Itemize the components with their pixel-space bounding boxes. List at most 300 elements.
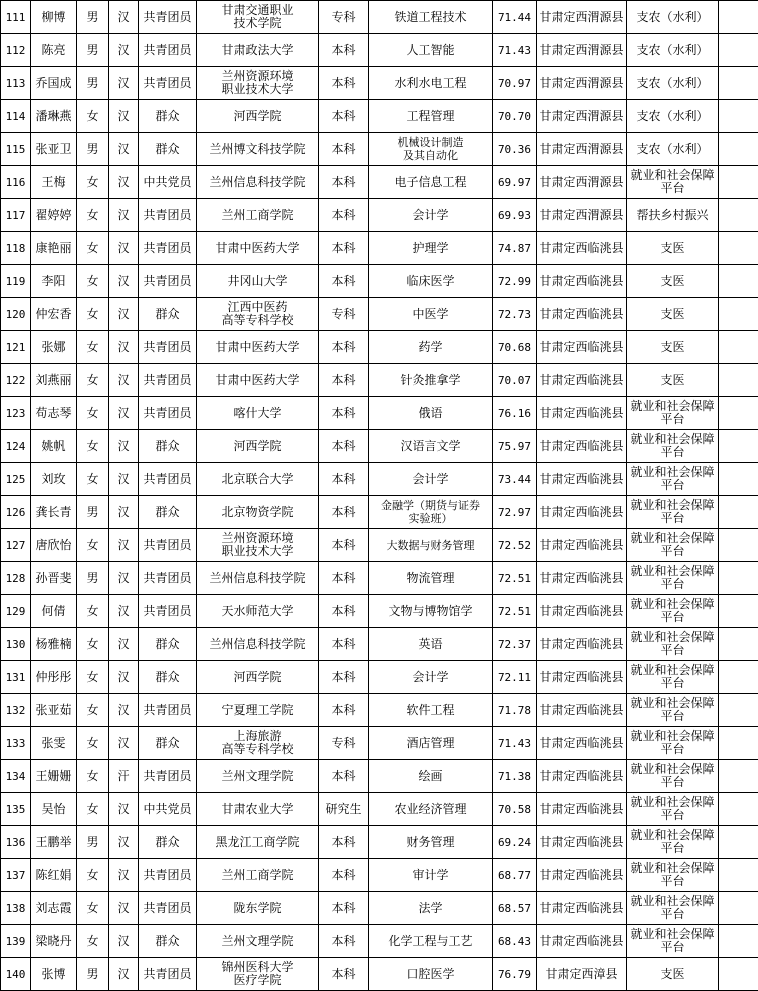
- table-row: [1, 397, 758, 430]
- row-number: 122: [1, 364, 31, 397]
- school-cell: 北京联合大学: [197, 463, 319, 496]
- school-cell: 上海旅游 高等专科学校: [197, 727, 319, 760]
- score-cell: 75.97: [493, 430, 537, 463]
- ethnicity-cell: 汉: [109, 925, 139, 958]
- score-cell: 72.37: [493, 628, 537, 661]
- degree-cell: 本科: [319, 529, 369, 562]
- name-cell: 张亚茹: [31, 694, 77, 727]
- service-post-cell: 支农（水利）: [627, 34, 719, 67]
- service-location-cell: 甘肃定西渭源县: [537, 34, 627, 67]
- empty-cell: [719, 397, 758, 430]
- political-status-cell: 群众: [139, 298, 197, 331]
- school-cell: 甘肃中医药大学: [197, 331, 319, 364]
- row-number: 123: [1, 397, 31, 430]
- empty-cell: [719, 463, 758, 496]
- degree-cell: 本科: [319, 958, 369, 991]
- service-location-cell: 甘肃定西临洮县: [537, 265, 627, 298]
- name-cell: 孙晋斐: [31, 562, 77, 595]
- gender-cell: 男: [77, 1, 109, 34]
- row-number: 121: [1, 331, 31, 364]
- gender-cell: 女: [77, 529, 109, 562]
- service-post-cell: 支医: [627, 364, 719, 397]
- empty-cell: [719, 430, 758, 463]
- school-cell: 天水师范大学: [197, 595, 319, 628]
- ethnicity-cell: 汉: [109, 826, 139, 859]
- major-cell: 口腔医学: [369, 958, 493, 991]
- school-cell: 黑龙江工商学院: [197, 826, 319, 859]
- political-status-cell: 共青团员: [139, 232, 197, 265]
- score-cell: 72.11: [493, 661, 537, 694]
- name-cell: 刘玫: [31, 463, 77, 496]
- score-cell: 70.68: [493, 331, 537, 364]
- row-number: 140: [1, 958, 31, 991]
- service-location-cell: 甘肃定西临洮县: [537, 529, 627, 562]
- table-row: [1, 34, 758, 67]
- service-post-cell: 就业和社会保障 平台: [627, 859, 719, 892]
- major-cell: 机械设计制造 及其自动化: [369, 133, 493, 166]
- table-row: [1, 1, 758, 34]
- score-cell: 71.78: [493, 694, 537, 727]
- service-post-cell: 支医: [627, 298, 719, 331]
- name-cell: 王梅: [31, 166, 77, 199]
- political-status-cell: 共青团员: [139, 1, 197, 34]
- school-cell: 兰州文理学院: [197, 925, 319, 958]
- service-location-cell: 甘肃定西临洮县: [537, 298, 627, 331]
- table-row: [1, 958, 758, 991]
- score-cell: 73.44: [493, 463, 537, 496]
- school-cell: 兰州信息科技学院: [197, 562, 319, 595]
- row-number: 116: [1, 166, 31, 199]
- service-location-cell: 甘肃定西临洮县: [537, 793, 627, 826]
- name-cell: 何倩: [31, 595, 77, 628]
- empty-cell: [719, 496, 758, 529]
- name-cell: 陈亮: [31, 34, 77, 67]
- gender-cell: 男: [77, 34, 109, 67]
- score-cell: 72.51: [493, 595, 537, 628]
- score-cell: 72.97: [493, 496, 537, 529]
- political-status-cell: 群众: [139, 925, 197, 958]
- service-post-cell: 支农（水利）: [627, 100, 719, 133]
- table-row: [1, 265, 758, 298]
- table-row: [1, 331, 758, 364]
- empty-cell: [719, 727, 758, 760]
- name-cell: 张亚卫: [31, 133, 77, 166]
- ethnicity-cell: 汉: [109, 463, 139, 496]
- political-status-cell: 共青团员: [139, 199, 197, 232]
- political-status-cell: 共青团员: [139, 892, 197, 925]
- gender-cell: 女: [77, 463, 109, 496]
- score-cell: 72.52: [493, 529, 537, 562]
- service-post-cell: 支医: [627, 232, 719, 265]
- name-cell: 柳博: [31, 1, 77, 34]
- major-cell: 财务管理: [369, 826, 493, 859]
- score-cell: 68.57: [493, 892, 537, 925]
- gender-cell: 女: [77, 199, 109, 232]
- table-row: [1, 529, 758, 562]
- empty-cell: [719, 958, 758, 991]
- score-cell: 70.70: [493, 100, 537, 133]
- empty-cell: [719, 199, 758, 232]
- table-row: [1, 694, 758, 727]
- service-post-cell: 支农（水利）: [627, 133, 719, 166]
- major-cell: 人工智能: [369, 34, 493, 67]
- political-status-cell: 共青团员: [139, 34, 197, 67]
- empty-cell: [719, 265, 758, 298]
- service-location-cell: 甘肃定西临洮县: [537, 925, 627, 958]
- name-cell: 张雯: [31, 727, 77, 760]
- degree-cell: 专科: [319, 298, 369, 331]
- score-cell: 71.43: [493, 727, 537, 760]
- degree-cell: 本科: [319, 628, 369, 661]
- score-cell: 70.36: [493, 133, 537, 166]
- name-cell: 唐欣怡: [31, 529, 77, 562]
- school-cell: 兰州信息科技学院: [197, 628, 319, 661]
- name-cell: 杨雅楠: [31, 628, 77, 661]
- empty-cell: [719, 628, 758, 661]
- gender-cell: 男: [77, 67, 109, 100]
- table-row: [1, 562, 758, 595]
- table-row: [1, 826, 758, 859]
- service-location-cell: 甘肃定西临洮县: [537, 892, 627, 925]
- service-location-cell: 甘肃定西渭源县: [537, 100, 627, 133]
- table-row: [1, 793, 758, 826]
- major-cell: 会计学: [369, 199, 493, 232]
- degree-cell: 本科: [319, 265, 369, 298]
- service-post-cell: 就业和社会保障 平台: [627, 760, 719, 793]
- degree-cell: 本科: [319, 166, 369, 199]
- empty-cell: [719, 529, 758, 562]
- gender-cell: 女: [77, 727, 109, 760]
- service-post-cell: 就业和社会保障 平台: [627, 562, 719, 595]
- empty-cell: [719, 1, 758, 34]
- ethnicity-cell: 汉: [109, 166, 139, 199]
- ethnicity-cell: 汗: [109, 760, 139, 793]
- table-row: [1, 298, 758, 331]
- empty-cell: [719, 661, 758, 694]
- service-post-cell: 就业和社会保障 平台: [627, 661, 719, 694]
- degree-cell: 本科: [319, 595, 369, 628]
- degree-cell: 本科: [319, 760, 369, 793]
- political-status-cell: 群众: [139, 727, 197, 760]
- political-status-cell: 共青团员: [139, 265, 197, 298]
- political-status-cell: 共青团员: [139, 463, 197, 496]
- degree-cell: 专科: [319, 727, 369, 760]
- name-cell: 仲彤彤: [31, 661, 77, 694]
- ethnicity-cell: 汉: [109, 1, 139, 34]
- ethnicity-cell: 汉: [109, 265, 139, 298]
- political-status-cell: 群众: [139, 628, 197, 661]
- ethnicity-cell: 汉: [109, 364, 139, 397]
- gender-cell: 女: [77, 298, 109, 331]
- empty-cell: [719, 562, 758, 595]
- gender-cell: 女: [77, 859, 109, 892]
- major-cell: 大数据与财务管理: [369, 529, 493, 562]
- name-cell: 康艳丽: [31, 232, 77, 265]
- ethnicity-cell: 汉: [109, 529, 139, 562]
- political-status-cell: 共青团员: [139, 331, 197, 364]
- row-number: 118: [1, 232, 31, 265]
- service-post-cell: 就业和社会保障 平台: [627, 892, 719, 925]
- empty-cell: [719, 232, 758, 265]
- ethnicity-cell: 汉: [109, 298, 139, 331]
- score-cell: 68.43: [493, 925, 537, 958]
- gender-cell: 女: [77, 166, 109, 199]
- score-cell: 70.58: [493, 793, 537, 826]
- table-row: [1, 463, 758, 496]
- empty-cell: [719, 793, 758, 826]
- political-status-cell: 群众: [139, 100, 197, 133]
- service-location-cell: 甘肃定西临洮县: [537, 826, 627, 859]
- gender-cell: 女: [77, 793, 109, 826]
- service-post-cell: 就业和社会保障 平台: [627, 793, 719, 826]
- school-cell: 陇东学院: [197, 892, 319, 925]
- service-location-cell: 甘肃定西渭源县: [537, 199, 627, 232]
- row-number: 120: [1, 298, 31, 331]
- service-post-cell: 就业和社会保障 平台: [627, 166, 719, 199]
- gender-cell: 男: [77, 562, 109, 595]
- ethnicity-cell: 汉: [109, 892, 139, 925]
- ethnicity-cell: 汉: [109, 397, 139, 430]
- empty-cell: [719, 133, 758, 166]
- major-cell: 水利水电工程: [369, 67, 493, 100]
- score-cell: 68.77: [493, 859, 537, 892]
- degree-cell: 本科: [319, 331, 369, 364]
- political-status-cell: 共青团员: [139, 529, 197, 562]
- name-cell: 刘志霞: [31, 892, 77, 925]
- ethnicity-cell: 汉: [109, 430, 139, 463]
- political-status-cell: 群众: [139, 430, 197, 463]
- table-row: [1, 628, 758, 661]
- degree-cell: 本科: [319, 826, 369, 859]
- service-post-cell: 支农（水利）: [627, 67, 719, 100]
- ethnicity-cell: 汉: [109, 958, 139, 991]
- service-location-cell: 甘肃定西临洮县: [537, 331, 627, 364]
- empty-cell: [719, 694, 758, 727]
- service-location-cell: 甘肃定西临洮县: [537, 661, 627, 694]
- political-status-cell: 共青团员: [139, 760, 197, 793]
- service-location-cell: 甘肃定西临洮县: [537, 694, 627, 727]
- school-cell: 河西学院: [197, 100, 319, 133]
- empty-cell: [719, 760, 758, 793]
- row-number: 112: [1, 34, 31, 67]
- service-post-cell: 就业和社会保障 平台: [627, 430, 719, 463]
- service-location-cell: 甘肃定西临洮县: [537, 760, 627, 793]
- ethnicity-cell: 汉: [109, 232, 139, 265]
- empty-cell: [719, 826, 758, 859]
- name-cell: 陈红娟: [31, 859, 77, 892]
- ethnicity-cell: 汉: [109, 331, 139, 364]
- political-status-cell: 群众: [139, 826, 197, 859]
- row-number: 137: [1, 859, 31, 892]
- row-number: 138: [1, 892, 31, 925]
- empty-cell: [719, 892, 758, 925]
- row-number: 130: [1, 628, 31, 661]
- major-cell: 软件工程: [369, 694, 493, 727]
- gender-cell: 女: [77, 694, 109, 727]
- major-cell: 药学: [369, 331, 493, 364]
- major-cell: 酒店管理: [369, 727, 493, 760]
- score-cell: 70.97: [493, 67, 537, 100]
- table-row: [1, 67, 758, 100]
- service-post-cell: 就业和社会保障 平台: [627, 463, 719, 496]
- degree-cell: 本科: [319, 925, 369, 958]
- row-number: 136: [1, 826, 31, 859]
- table-row: [1, 496, 758, 529]
- name-cell: 仲宏香: [31, 298, 77, 331]
- name-cell: 王姗姗: [31, 760, 77, 793]
- degree-cell: 本科: [319, 892, 369, 925]
- political-status-cell: 群众: [139, 133, 197, 166]
- ethnicity-cell: 汉: [109, 133, 139, 166]
- major-cell: 文物与博物馆学: [369, 595, 493, 628]
- gender-cell: 女: [77, 628, 109, 661]
- empty-cell: [719, 34, 758, 67]
- name-cell: 翟婷婷: [31, 199, 77, 232]
- gender-cell: 女: [77, 430, 109, 463]
- political-status-cell: 中共党员: [139, 166, 197, 199]
- service-location-cell: 甘肃定西临洮县: [537, 628, 627, 661]
- gender-cell: 女: [77, 364, 109, 397]
- service-location-cell: 甘肃定西临洮县: [537, 859, 627, 892]
- service-post-cell: 就业和社会保障 平台: [627, 694, 719, 727]
- school-cell: 河西学院: [197, 430, 319, 463]
- degree-cell: 本科: [319, 199, 369, 232]
- major-cell: 中医学: [369, 298, 493, 331]
- major-cell: 会计学: [369, 661, 493, 694]
- political-status-cell: 共青团员: [139, 958, 197, 991]
- name-cell: 乔国成: [31, 67, 77, 100]
- service-post-cell: 就业和社会保障 平台: [627, 925, 719, 958]
- major-cell: 针灸推拿学: [369, 364, 493, 397]
- name-cell: 苟志琴: [31, 397, 77, 430]
- school-cell: 兰州资源环境 职业技术大学: [197, 529, 319, 562]
- empty-cell: [719, 595, 758, 628]
- school-cell: 甘肃中医药大学: [197, 232, 319, 265]
- table-row: [1, 364, 758, 397]
- score-cell: 69.24: [493, 826, 537, 859]
- major-cell: 会计学: [369, 463, 493, 496]
- ethnicity-cell: 汉: [109, 67, 139, 100]
- table-row: [1, 892, 758, 925]
- row-number: 135: [1, 793, 31, 826]
- score-cell: 76.16: [493, 397, 537, 430]
- score-cell: 76.79: [493, 958, 537, 991]
- score-cell: 69.93: [493, 199, 537, 232]
- service-post-cell: 就业和社会保障 平台: [627, 826, 719, 859]
- school-cell: 甘肃交通职业 技术学院: [197, 1, 319, 34]
- degree-cell: 专科: [319, 1, 369, 34]
- name-cell: 张娜: [31, 331, 77, 364]
- table-row: [1, 199, 758, 232]
- name-cell: 刘燕丽: [31, 364, 77, 397]
- major-cell: 铁道工程技术: [369, 1, 493, 34]
- service-location-cell: 甘肃定西临洮县: [537, 232, 627, 265]
- table-row: [1, 760, 758, 793]
- degree-cell: 本科: [319, 34, 369, 67]
- service-location-cell: 甘肃定西临洮县: [537, 364, 627, 397]
- gender-cell: 女: [77, 892, 109, 925]
- ethnicity-cell: 汉: [109, 100, 139, 133]
- political-status-cell: 共青团员: [139, 595, 197, 628]
- table-row: [1, 595, 758, 628]
- major-cell: 金融学（期货与证券 实验班）: [369, 496, 493, 529]
- empty-cell: [719, 364, 758, 397]
- degree-cell: 本科: [319, 463, 369, 496]
- score-cell: 74.87: [493, 232, 537, 265]
- gender-cell: 男: [77, 958, 109, 991]
- school-cell: 甘肃政法大学: [197, 34, 319, 67]
- row-number: 114: [1, 100, 31, 133]
- name-cell: 吴怡: [31, 793, 77, 826]
- service-location-cell: 甘肃定西临洮县: [537, 727, 627, 760]
- service-post-cell: 帮扶乡村振兴: [627, 199, 719, 232]
- major-cell: 电子信息工程: [369, 166, 493, 199]
- service-post-cell: 就业和社会保障 平台: [627, 727, 719, 760]
- gender-cell: 女: [77, 265, 109, 298]
- service-post-cell: 就业和社会保障 平台: [627, 397, 719, 430]
- gender-cell: 女: [77, 760, 109, 793]
- table-row: [1, 100, 758, 133]
- degree-cell: 本科: [319, 430, 369, 463]
- name-cell: 姚帆: [31, 430, 77, 463]
- gender-cell: 男: [77, 133, 109, 166]
- political-status-cell: 共青团员: [139, 397, 197, 430]
- name-cell: 李阳: [31, 265, 77, 298]
- row-number: 139: [1, 925, 31, 958]
- major-cell: 工程管理: [369, 100, 493, 133]
- school-cell: 兰州工商学院: [197, 859, 319, 892]
- ethnicity-cell: 汉: [109, 661, 139, 694]
- row-number: 133: [1, 727, 31, 760]
- name-cell: 潘琳燕: [31, 100, 77, 133]
- school-cell: 井冈山大学: [197, 265, 319, 298]
- ethnicity-cell: 汉: [109, 199, 139, 232]
- table-body: [1, 1, 758, 991]
- ethnicity-cell: 汉: [109, 562, 139, 595]
- school-cell: 锦州医科大学 医疗学院: [197, 958, 319, 991]
- row-number: 125: [1, 463, 31, 496]
- political-status-cell: 共青团员: [139, 859, 197, 892]
- gender-cell: 男: [77, 496, 109, 529]
- major-cell: 化学工程与工艺: [369, 925, 493, 958]
- ethnicity-cell: 汉: [109, 496, 139, 529]
- school-cell: 兰州博文科技学院: [197, 133, 319, 166]
- empty-cell: [719, 859, 758, 892]
- service-location-cell: 甘肃定西渭源县: [537, 67, 627, 100]
- service-post-cell: 支农（水利）: [627, 1, 719, 34]
- degree-cell: 本科: [319, 496, 369, 529]
- degree-cell: 研究生: [319, 793, 369, 826]
- score-cell: 71.38: [493, 760, 537, 793]
- name-cell: 王鹏举: [31, 826, 77, 859]
- service-post-cell: 就业和社会保障 平台: [627, 595, 719, 628]
- major-cell: 物流管理: [369, 562, 493, 595]
- school-cell: 江西中医药 高等专科学校: [197, 298, 319, 331]
- empty-cell: [719, 100, 758, 133]
- service-location-cell: 甘肃定西临洮县: [537, 595, 627, 628]
- empty-cell: [719, 925, 758, 958]
- name-cell: 龚长青: [31, 496, 77, 529]
- major-cell: 汉语言文学: [369, 430, 493, 463]
- service-location-cell: 甘肃定西临洮县: [537, 430, 627, 463]
- service-post-cell: 就业和社会保障 平台: [627, 628, 719, 661]
- service-location-cell: 甘肃定西临洮县: [537, 496, 627, 529]
- major-cell: 审计学: [369, 859, 493, 892]
- table-row: [1, 661, 758, 694]
- service-post-cell: 支医: [627, 265, 719, 298]
- score-cell: 72.73: [493, 298, 537, 331]
- score-cell: 72.51: [493, 562, 537, 595]
